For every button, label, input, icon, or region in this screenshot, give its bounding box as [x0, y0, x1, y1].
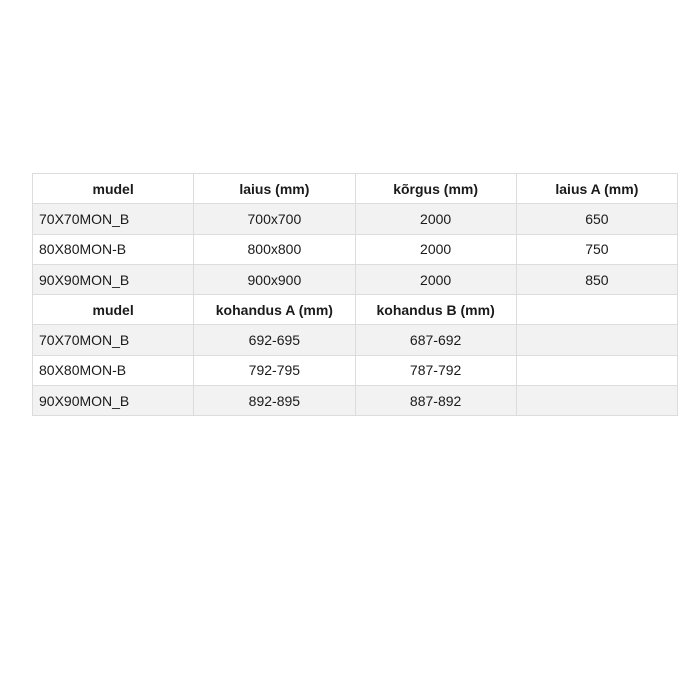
table-row — [33, 234, 678, 264]
header-cell-width: laius (mm) — [194, 174, 355, 204]
cell-width: 900x900 — [194, 264, 355, 294]
cell-model: 80X80MON-B — [33, 355, 194, 385]
specifications-table — [32, 173, 678, 416]
cell-width-a: 850 — [516, 264, 677, 294]
cell-adjustment-b: 787-792 — [355, 355, 516, 385]
table-row — [33, 386, 678, 416]
header-cell-width-a: laius A (mm) — [516, 174, 677, 204]
table-row — [33, 355, 678, 385]
cell-width-a: 650 — [516, 204, 677, 234]
cell-width-a: 750 — [516, 234, 677, 264]
table-row — [33, 325, 678, 355]
table-row — [33, 264, 678, 294]
table-header-row — [33, 295, 678, 325]
cell-adjustment-a: 692-695 — [194, 325, 355, 355]
cell-model: 80X80MON-B — [33, 234, 194, 264]
header-cell-adjustment-a: kohandus A (mm) — [194, 295, 355, 325]
table-row — [33, 204, 678, 234]
cell-model: 70X70MON_B — [33, 204, 194, 234]
cell-width: 700x700 — [194, 204, 355, 234]
cell-model: 70X70MON_B — [33, 325, 194, 355]
cell-width: 800x800 — [194, 234, 355, 264]
cell-height: 2000 — [355, 204, 516, 234]
cell-height: 2000 — [355, 234, 516, 264]
header-cell-adjustment-b: kohandus B (mm) — [355, 295, 516, 325]
cell-height: 2000 — [355, 264, 516, 294]
cell-model: 90X90MON_B — [33, 386, 194, 416]
cell-model: 90X90MON_B — [33, 264, 194, 294]
header-cell-empty — [516, 295, 677, 325]
table-header-row — [33, 174, 678, 204]
cell-empty — [516, 325, 677, 355]
header-cell-model: mudel — [33, 295, 194, 325]
cell-empty — [516, 386, 677, 416]
cell-adjustment-a: 892-895 — [194, 386, 355, 416]
header-cell-height: kõrgus (mm) — [355, 174, 516, 204]
cell-adjustment-b: 687-692 — [355, 325, 516, 355]
cell-adjustment-a: 792-795 — [194, 355, 355, 385]
header-cell-model: mudel — [33, 174, 194, 204]
cell-empty — [516, 355, 677, 385]
cell-adjustment-b: 887-892 — [355, 386, 516, 416]
